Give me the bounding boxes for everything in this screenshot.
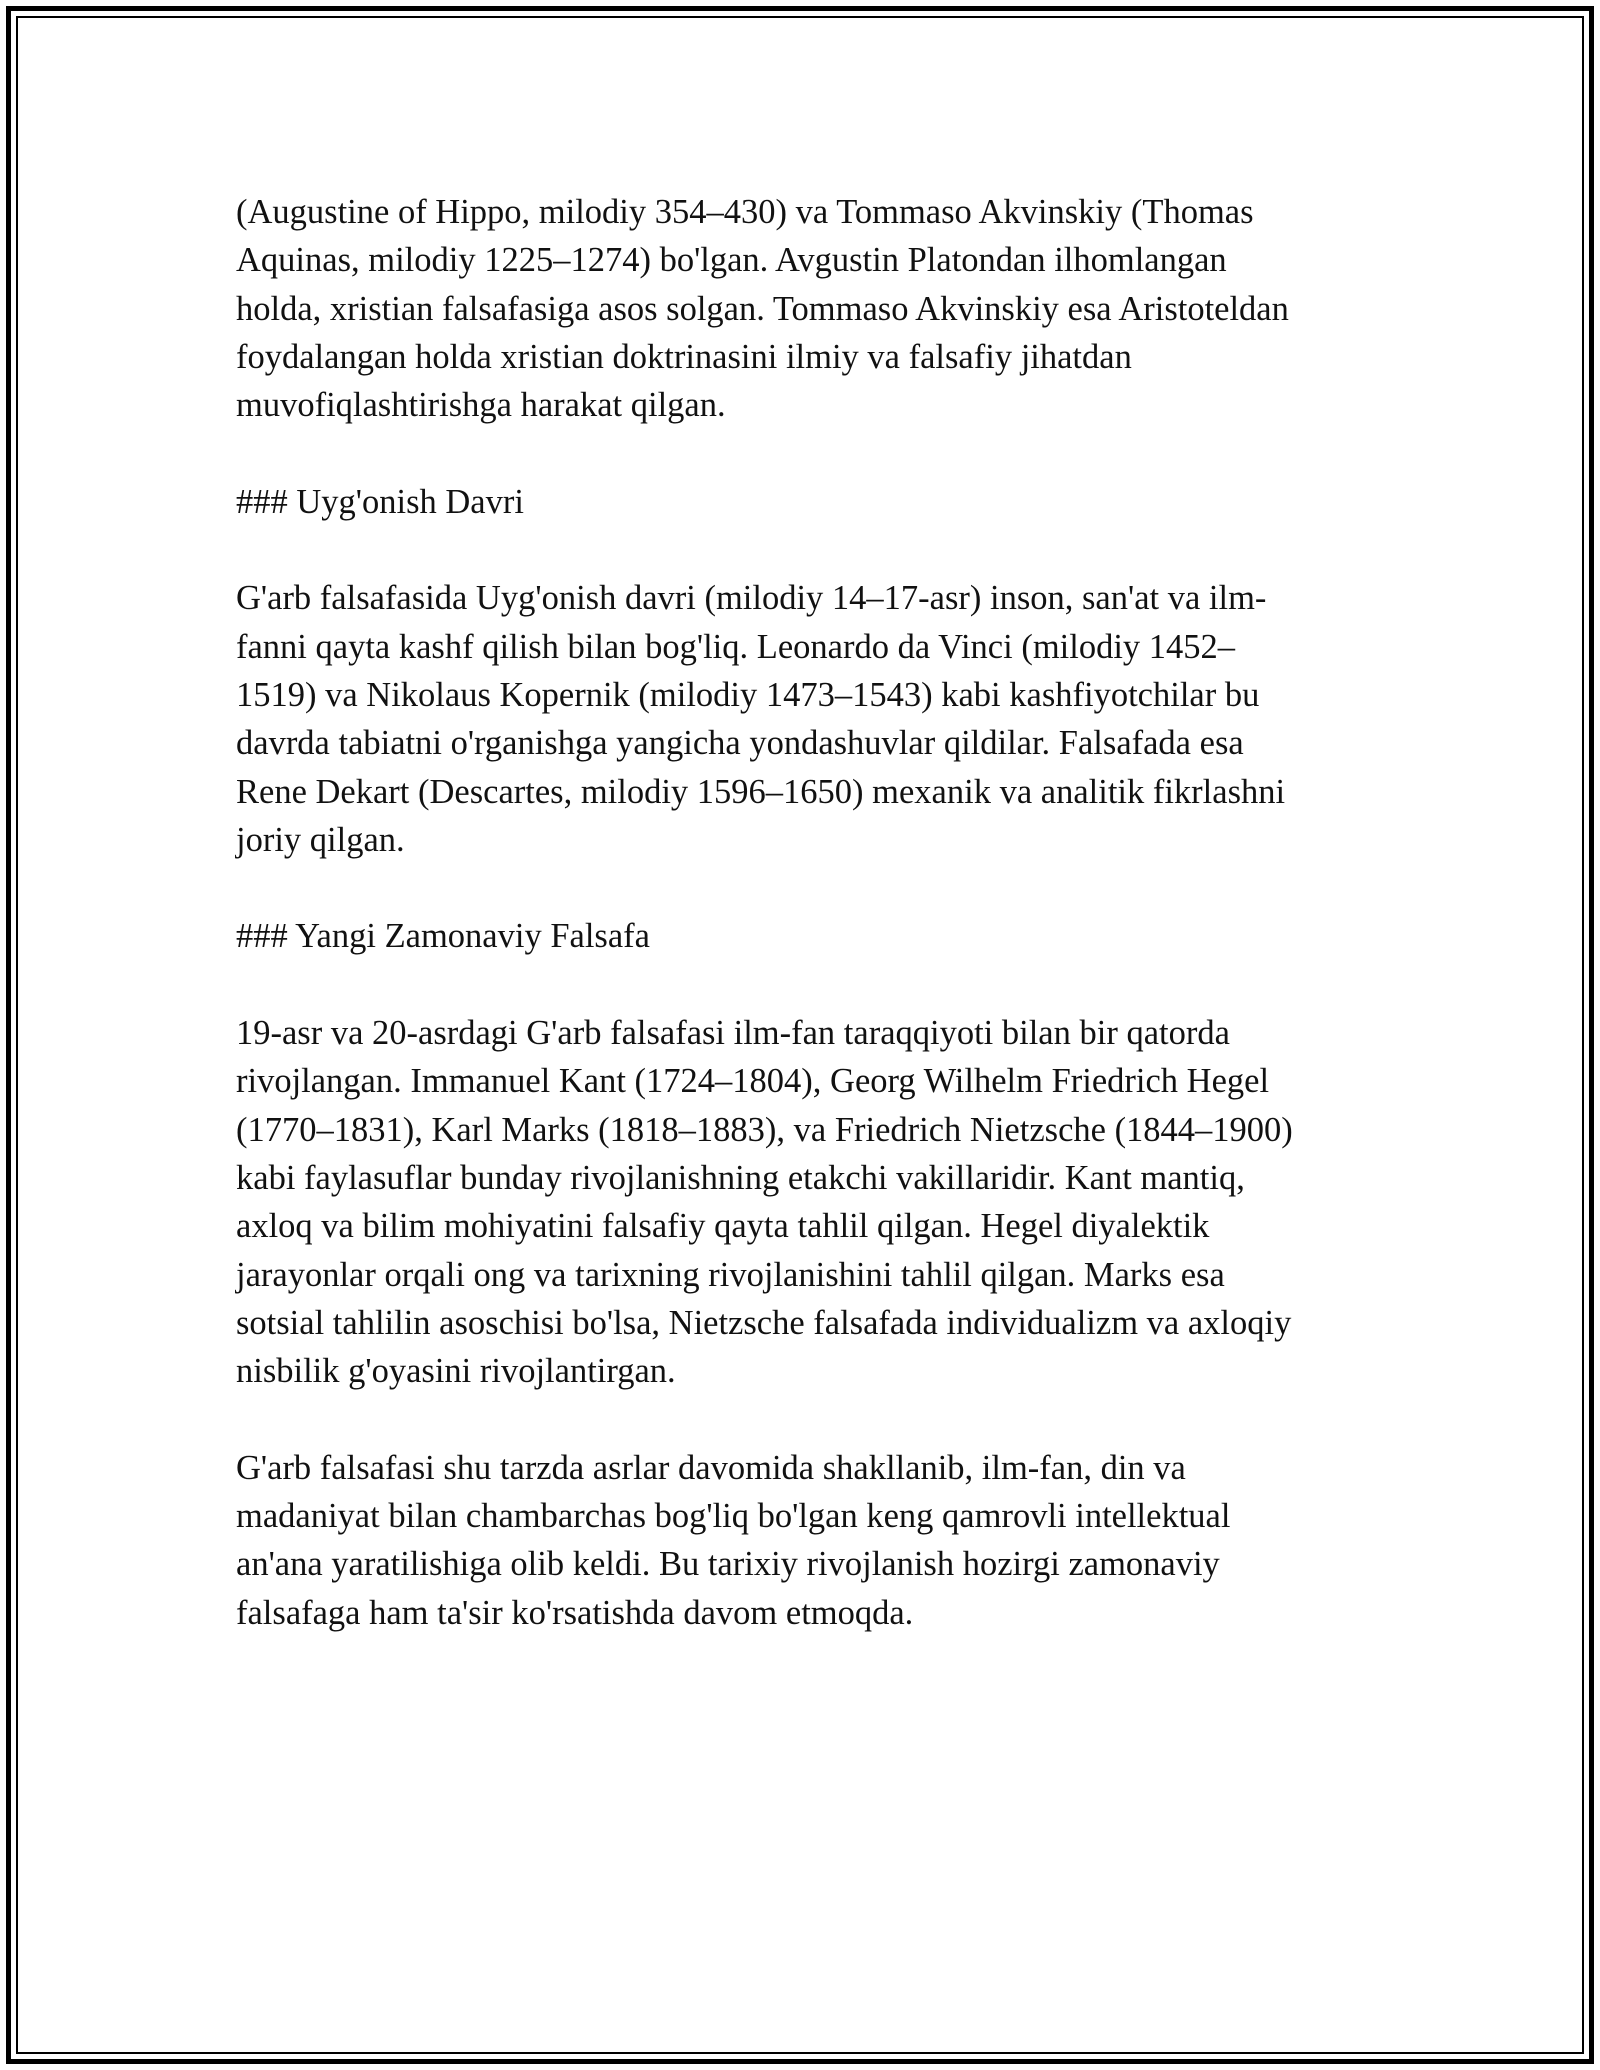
- text-line: G'arb falsafasi shu tarzda asrlar davomida shakllanib, ilm-fan, din va: [236, 1448, 1186, 1487]
- text-line: madaniyat bilan chambarchas bog'liq bo'lgan keng qamrovli intellektual: [236, 1497, 1231, 1536]
- text-line: falsafaga ham ta'sir ko'rsatishda davom etmoqda.: [236, 1593, 914, 1632]
- paragraph-modern-philosophy: [236, 1009, 1376, 1395]
- section-heading-renaissance: [236, 478, 1376, 526]
- section-heading-modern-philosophy: [236, 912, 1376, 960]
- text-line: G'arb falsafasida Uyg'onish davri (milodiy 14–17-asr) inson, san'at va ilm-: [236, 579, 1267, 618]
- text-line: (Augustine of Hippo, milodiy 354–430) va Tommaso Akvinskiy (Thomas: [236, 193, 1254, 231]
- text-line: kabi faylasuflar bunday rivojlanishning etakchi vakillaridir. Kant mantiq,: [236, 1158, 1245, 1197]
- text-line: Aquinas, milodiy 1225–1274) bo'lgan. Avgustin Platondan ilhomlangan: [236, 241, 1227, 280]
- text-line: nisbilik g'oyasini rivojlantirgan.: [236, 1352, 676, 1391]
- heading-text: ### Yangi Zamonaviy Falsafa: [236, 917, 650, 956]
- text-line: axloq va bilim mohiyatini falsafiy qayta tahlil qilgan. Hegel diyalektik: [236, 1207, 1210, 1246]
- paragraph-christian-philosophy: [236, 188, 1376, 429]
- text-line: rivojlangan. Immanuel Kant (1724–1804), Georg Wilhelm Friedrich Hegel: [236, 1062, 1270, 1101]
- text-line: joriy qilgan.: [236, 820, 405, 859]
- text-line: muvofiqlashtirishga harakat qilgan.: [236, 386, 726, 425]
- text-line: 1519) va Nikolaus Kopernik (milodiy 1473–1543) kabi kashfiyotchilar bu: [236, 675, 1260, 714]
- text-line: holda, xristian falsafasiga asos solgan. Tommaso Akvinskiy esa Aristoteldan: [236, 289, 1289, 328]
- document-body: [236, 188, 1376, 1685]
- text-line: an'ana yaratilishiga olib keldi. Bu tarixiy rivojlanish hozirgi zamonaviy: [236, 1545, 1220, 1584]
- text-line: (1770–1831), Karl Marks (1818–1883), va Friedrich Nietzsche (1844–1900): [236, 1110, 1293, 1149]
- text-line: jarayonlar orqali ong va tarixning rivojlanishini tahlil qilgan. Marks esa: [236, 1255, 1225, 1294]
- heading-text: ### Uyg'onish Davri: [236, 482, 524, 521]
- paragraph-renaissance: [236, 574, 1376, 864]
- text-line: 19-asr va 20-asrdagi G'arb falsafasi ilm-fan taraqqiyoti bilan bir qatorda: [236, 1014, 1230, 1053]
- text-line: Rene Dekart (Descartes, milodiy 1596–1650) mexanik va analitik fikrlashni: [236, 772, 1286, 811]
- text-line: fanni qayta kashf qilish bilan bog'liq. Leonardo da Vinci (milodiy 1452–: [236, 627, 1236, 666]
- text-line: davrda tabiatni o'rganishga yangicha yondashuvlar qildilar. Falsafada esa: [236, 724, 1244, 763]
- text-line: foydalangan holda xristian doktrinasini ilmiy va falsafiy jihatdan: [236, 337, 1132, 376]
- text-line: sotsial tahlilin asoschisi bo'lsa, Nietzsche falsafada individualizm va axloqiy: [236, 1303, 1292, 1342]
- paragraph-conclusion: [236, 1444, 1376, 1637]
